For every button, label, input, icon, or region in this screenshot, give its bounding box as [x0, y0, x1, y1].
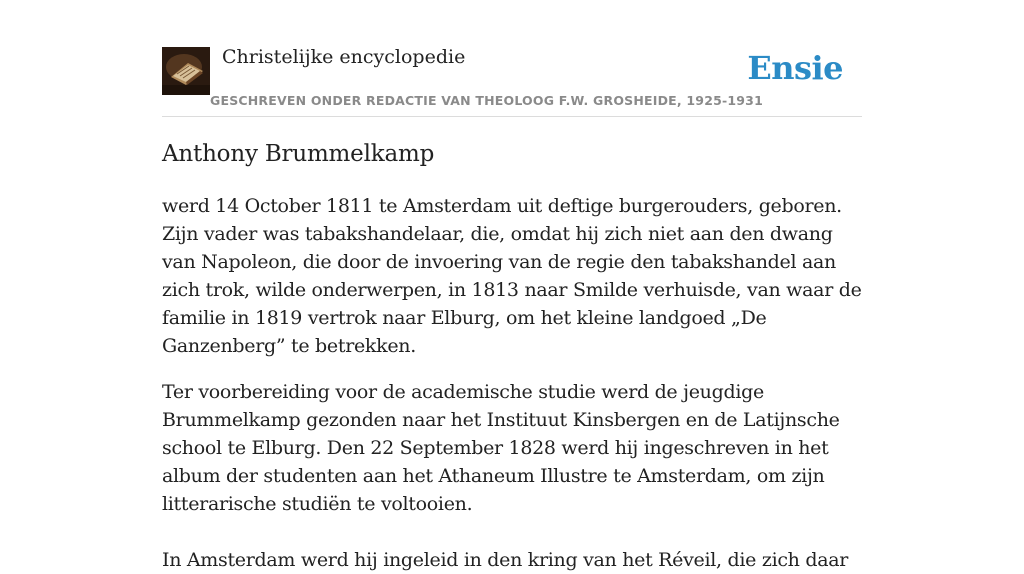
- brand-logo-link[interactable]: Ensie: [747, 49, 843, 87]
- site-title[interactable]: Christelijke encyclopedie: [222, 46, 466, 68]
- article-paragraph: In Amsterdam werd hij ingeleid in den kring van het Réveil, die zich daar: [162, 549, 849, 571]
- article: [162, 136, 867, 574]
- book-icon: [162, 47, 210, 95]
- article-title: Anthony Brummelkamp: [162, 141, 435, 167]
- site-subtitle: GESCHREVEN ONDER REDACTIE VAN THEOLOOG F.W. GROSHEIDE, 1925-1931: [210, 93, 763, 108]
- avatar[interactable]: [162, 47, 210, 95]
- header: [162, 45, 862, 117]
- article-paragraph: werd 14 October 1811 te Amsterdam uit deftige burgerouders, geboren. Zijn vader was tabakshandelaar, die, omdat hij zich niet aan den dwang van Napoleon, die door de invoering van de regie den tabakshandel aan zich trok, wilde onderwerpen, in 1813 naar Smilde verhuisde, van waar de familie in 1819 vertrok naar Elburg, om het kleine landgoed „De Ganzenberg” te betrekken.: [162, 195, 862, 357]
- article-paragraph: Ter voorbereiding voor de academische studie werd de jeugdige Brummelkamp gezonden naar het Instituut Kinsbergen en de Latijnsche school te Elburg. Den 22 September 1828 werd hij ingeschreven in het album der studenten aan het Athaneum Illustre te Amsterdam, om zijn litterarische studiën te voltooien.: [162, 381, 840, 515]
